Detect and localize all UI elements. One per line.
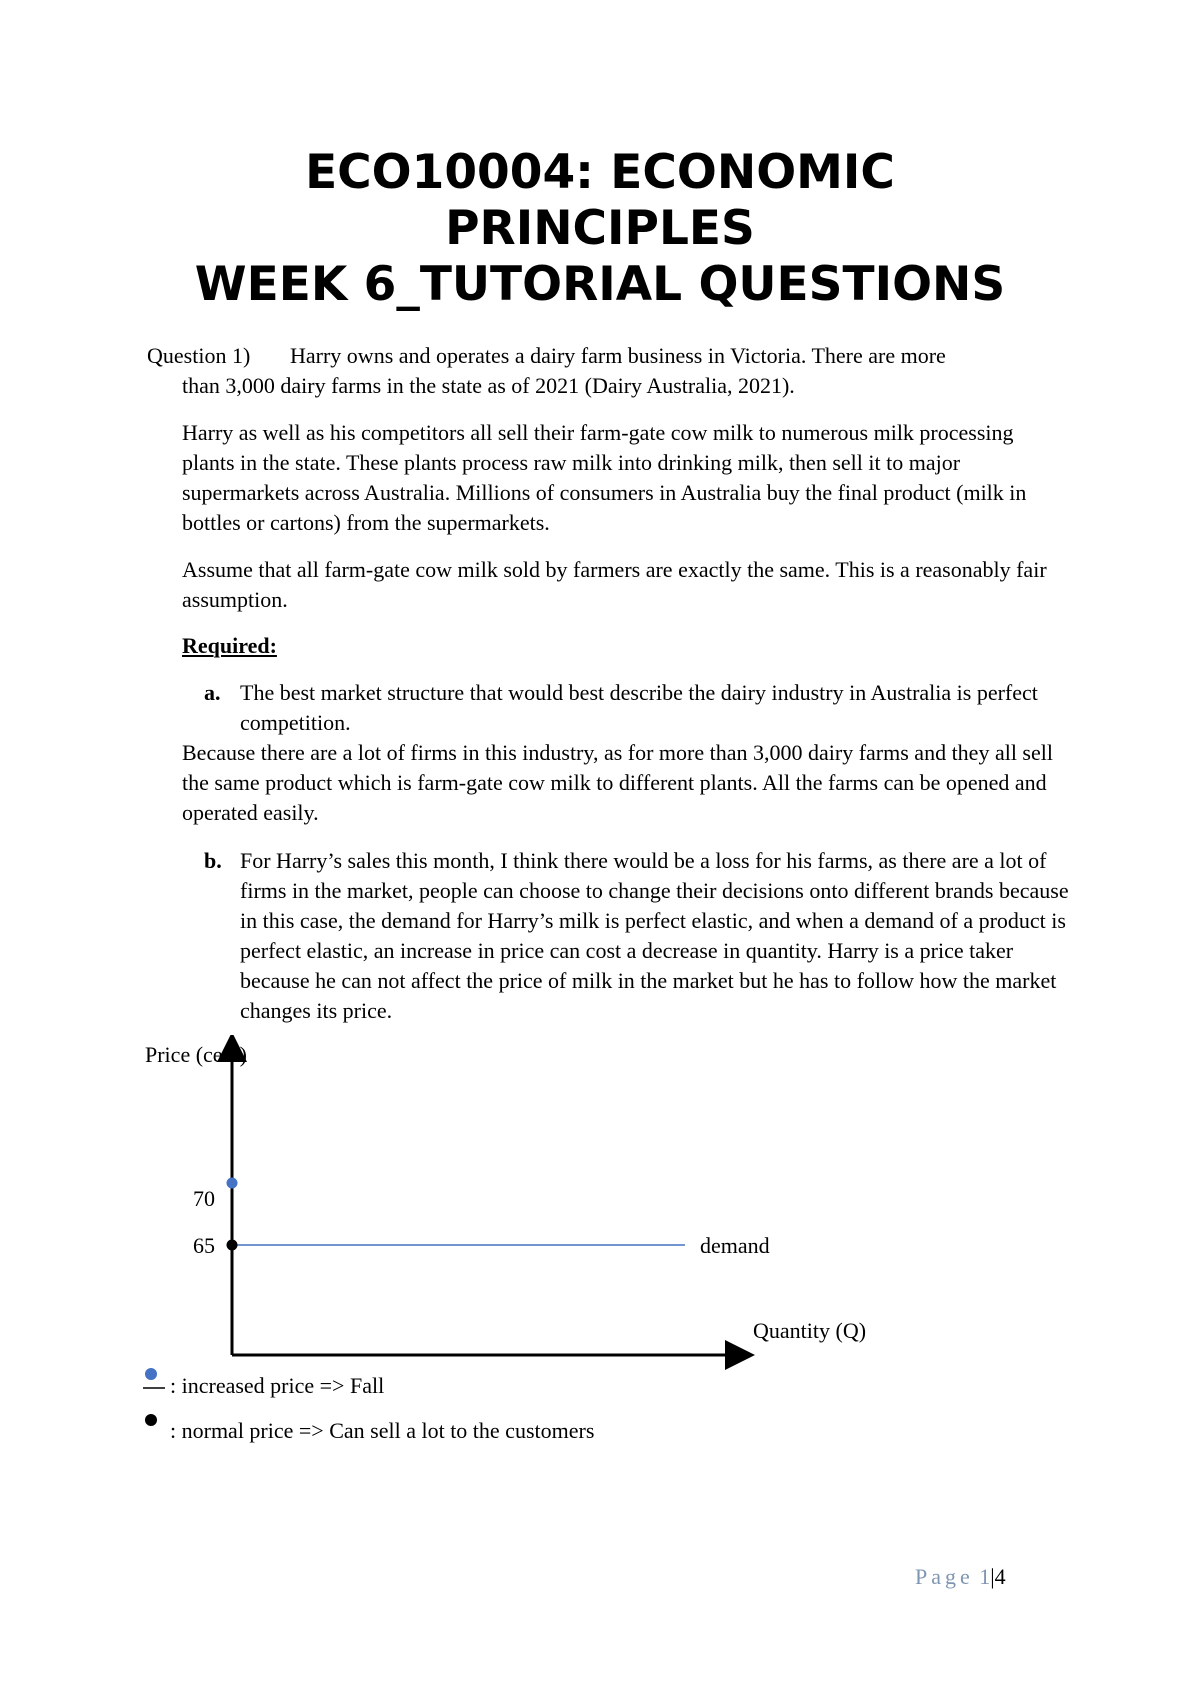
title-line-2: PRINCIPLES [445, 201, 755, 256]
legend-blue-marker [141, 1364, 165, 1390]
item-b-text: For Harry’s sales this month, I think there would be a loss for his farms, as there are a lot of firms in the market, people can choose to change their decisions onto different brands because in this case, the demand for Harry’s milk is perfect elastic, and when a demand of a product is perfect elastic, an increase in price can cost a decrease in quantity. Harry is a price taker because he can not affect the price of milk in the market but he has to follow how the market changes its price. [240, 848, 1069, 1023]
x-axis-label: Quantity (Q) [753, 1318, 867, 1343]
demand-chart [130, 1035, 930, 1370]
question-para1-first-line: Harry owns and operates a dairy farm business in Victoria. There are more [290, 343, 946, 368]
required-heading: Required: [182, 633, 277, 658]
question-para3: Assume that all farm-gate cow milk sold by farmers are exactly the same. This is a reasonably fair assumption. [182, 557, 1047, 612]
question-para2: Harry as well as his competitors all sell their farm-gate cow milk to numerous milk processing plants in the state. These plants process raw milk into drinking milk, then sell it to major supermarkets across Australia. Millions of consumers in Australia buy the final product (milk in bottles or cartons) from the supermarkets. [182, 420, 1027, 535]
document-title [0, 145, 1200, 313]
legend-black-text: : normal price => Can sell a lot to the customers [170, 1418, 595, 1443]
page-total: 4 [994, 1564, 1006, 1589]
y-tick-65: 65 [193, 1233, 215, 1258]
increased-price-point [227, 1178, 238, 1189]
item-a-explanation: Because there are a lot of firms in this industry, as for more than 3,000 dairy farms and they all sell the same product which is farm-gate cow milk to different plants. All the farms can be opened and operated easily. [182, 740, 1053, 825]
title-line-1: ECO10004: ECONOMIC [305, 145, 895, 200]
question-para1-rest: than 3,000 dairy farms in the state as of 2021 (Dairy Australia, 2021). [182, 373, 795, 398]
page-word: Page [915, 1564, 974, 1589]
item-a-text: The best market structure that would best describe the dairy industry in Australia is perfect competition. [240, 680, 1038, 735]
y-tick-70: 70 [193, 1186, 215, 1211]
demand-label: demand [700, 1233, 770, 1258]
item-a-letter: a. [204, 680, 221, 705]
page-number: 1 [979, 1564, 991, 1589]
page-separator: | [990, 1564, 995, 1589]
question-label: Question 1) [147, 343, 251, 368]
page-footer [915, 1562, 1006, 1592]
y-axis-label: Price (cent) [145, 1042, 247, 1067]
legend-black-marker [141, 1410, 161, 1430]
title-line-3: WEEK 6_TUTORIAL QUESTIONS [194, 257, 1006, 312]
normal-price-point [227, 1240, 238, 1251]
legend-blue-text: : increased price => Fall [170, 1373, 385, 1398]
item-b-letter: b. [204, 848, 222, 873]
